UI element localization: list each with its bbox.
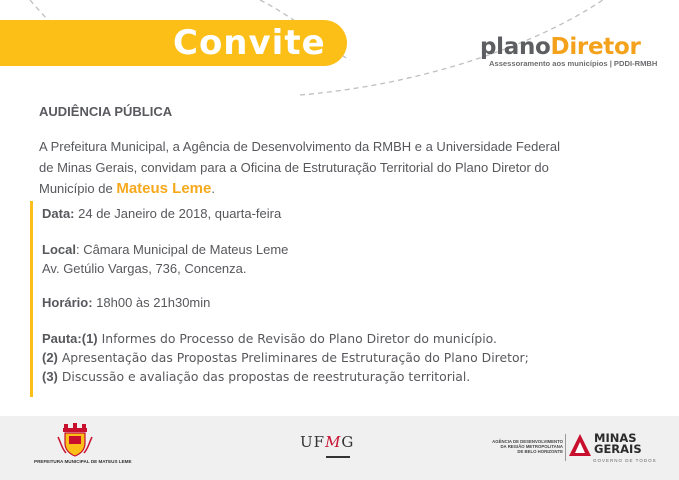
ufmg-underline [326,456,350,458]
agenda-item-text: Informes do Processo de Revisão do Plano Diretor do município. [97,331,497,346]
coat-of-arms-icon [56,423,94,457]
intro-line-2: de Minas Gerais, convidam para a Oficina de Estruturação Territorial do Plano Diretor do [39,160,549,175]
plano-diretor-logo [480,34,657,68]
municipality-name: Mateus Leme [116,180,212,197]
time-value: 18h00 às 21h30min [92,295,211,310]
logo-divider [565,434,566,461]
agenda-item-text: Apresentação das Propostas Preliminares de Estruturação do Plano Diretor; [57,350,529,365]
prefeitura-logo [34,423,132,467]
agencia-rmbh-logo [471,439,563,455]
ufmg-letter-g: G [341,433,355,451]
intro-paragraph [39,136,641,199]
mg-governo-tagline: GOVERNO DE TODOS [593,458,657,463]
brand-word-plano: plano [480,34,551,60]
banner-title: Convite [173,23,326,63]
minas-gerais-triangle-icon [568,433,592,457]
ufmg-letter-m: M [325,433,342,451]
agenda-item-number: (2) [42,350,58,365]
agenda-item-number: (3) [42,369,58,384]
location-label: Local [42,242,76,257]
agencia-line-3: DE BELO HORIZONTE [517,449,563,455]
date-value: 24 de Janeiro de 2018, quarta-feira [74,206,282,221]
mg-word-minas: MINAS [594,431,637,445]
intro-line-1: A Prefeitura Municipal, a Agência de Desenvolvimento da RMBH e a Universidade Federal [39,139,560,154]
agenda-item-1 [42,330,497,348]
agenda-item-3 [42,368,470,386]
agenda-item-2 [42,349,529,367]
date-row [42,205,281,223]
minas-gerais-wordmark [594,433,642,455]
section-title: AUDIÊNCIA PÚBLICA [39,104,173,119]
intro-line-3-suffix: . [211,181,215,196]
intro-line-3-prefix: Município de [39,181,117,196]
time-row [42,294,210,312]
mg-word-gerais: GERAIS [594,442,642,456]
agenda-item-text: Discussão e avaliação das propostas de reestruturação territorial. [57,369,471,384]
prefeitura-name: PREFEITURA MUNICIPAL DE MATEUS LEME [34,459,132,464]
time-label: Horário: [42,295,93,310]
brand-subtitle: Assessoramento aos municípios | PDDI-RMBH [489,59,658,68]
agencia-line-2: DA REGIÃO METROPOLITANA [500,444,563,450]
date-label: Data: [42,206,75,221]
event-details [30,201,650,397]
agencia-line-1: AGÊNCIA DE DESENVOLVIMENTO [492,439,563,444]
agenda-label: Pauta: [42,331,82,346]
location-row [42,241,288,259]
agenda-item-number: (1) [81,331,98,346]
intro-line-3 [39,178,641,199]
ufmg-logo [300,433,354,451]
location-value: : Câmara Municipal de Mateus Leme [75,242,289,257]
ufmg-letters-uf: UF [300,433,326,451]
brand-word-diretor: Diretor [550,34,641,60]
location-address: Av. Getúlio Vargas, 736, Concenza. [42,261,247,276]
